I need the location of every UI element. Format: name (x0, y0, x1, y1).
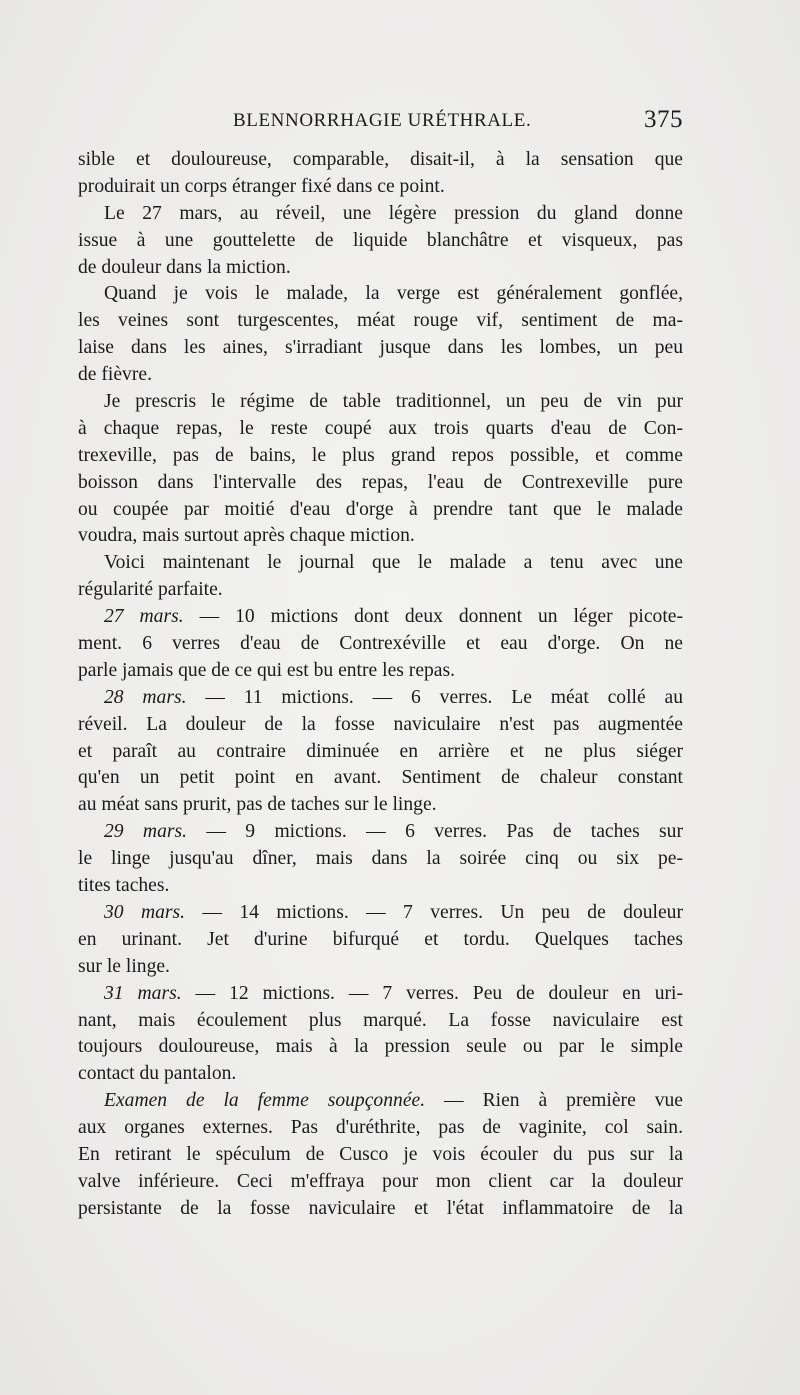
journal-entry (78, 900, 683, 981)
text-line (78, 1088, 683, 1115)
text-line: persistante de la fosse naviculaire et l'état inflammatoire de la (78, 1197, 683, 1219)
text-line: laise dans les aines, s'irradiant jusque dans les lombes, un peu (78, 337, 683, 359)
journal-entry (78, 604, 683, 685)
text-line: Je prescris le régime de table traditionnel, un peu de vin pur (104, 391, 683, 413)
text-line: voudra, mais surtout après chaque miction. (78, 525, 415, 547)
text-line: valve inférieure. Ceci m'effraya pour mon client car la douleur (78, 1170, 683, 1192)
text-line: aux organes externes. Pas d'uréthrite, pas de vaginite, col sain. (78, 1117, 683, 1139)
text-line: produirait un corps étranger fixé dans ce point. (78, 175, 445, 197)
paragraph (78, 550, 683, 604)
entry-date: 28 mars. (104, 686, 187, 708)
text-line: contact du pantalon. (78, 1063, 237, 1085)
text-line: de fièvre. (78, 364, 152, 386)
text-line: Le 27 mars, au réveil, une légère pression du gland donne (104, 202, 683, 224)
page-number: 375 (644, 106, 683, 133)
entry-text: — 12 mictions. — 7 verres. Peu de douleur en uri- (181, 982, 683, 1004)
text-line: les veines sont turgescentes, méat rouge vif, sentiment de ma- (78, 310, 683, 332)
entry-text: — 10 mictions dont deux donnent un léger picote- (183, 606, 683, 628)
journal-entry (78, 981, 683, 1089)
page-header (78, 108, 683, 138)
text-line: Voici maintenant le journal que le malade a tenu avec une (104, 552, 683, 574)
text-line: sur le linge. (78, 955, 170, 977)
text-line: réveil. La douleur de la fosse naviculaire n'est pas augmentée (78, 713, 683, 735)
text-line: ou coupée par moitié d'eau d'orge à prendre tant que le malade (78, 498, 683, 520)
entry-text: — 11 mictions. — 6 verres. Le méat collé au (186, 686, 683, 708)
text-line: et paraît au contraire diminuée en arrière et ne plus siéger (78, 740, 683, 762)
text-line: trexeville, pas de bains, le plus grand repos possible, et comme (78, 444, 683, 466)
text-line: régularité parfaite. (78, 579, 223, 601)
text-line: tites taches. (78, 875, 170, 897)
text-line: de douleur dans la miction. (78, 256, 291, 278)
entry-date: 29 mars. (104, 821, 188, 843)
entry-date: 31 mars. (104, 982, 182, 1004)
text-line: toujours douloureuse, mais à la pression seule ou par le simple (78, 1036, 683, 1058)
journal-entry (78, 819, 683, 900)
entry-heading: Examen de la femme soupçonnée. (104, 1090, 426, 1112)
text-line: boisson dans l'intervalle des repas, l'eau de Contrexeville pure (78, 471, 683, 493)
text-line: nant, mais écoulement plus marqué. La fosse naviculaire est (78, 1009, 683, 1031)
text-line: En retirant le spéculum de Cusco je vois écouler du pus sur la (78, 1143, 683, 1165)
text-line: ment. 6 verres d'eau de Contrexéville et eau d'orge. On ne (78, 633, 683, 655)
text-line: qu'en un petit point en avant. Sentiment de chaleur constant (78, 767, 683, 789)
text-line (78, 981, 683, 1008)
text-line: parle jamais que de ce qui est bu entre les repas. (78, 659, 456, 681)
paragraph (78, 281, 683, 389)
text-line (78, 819, 683, 846)
text-line: sible et douloureuse, comparable, disait-il, à la sensation que (78, 149, 683, 170)
entry-text: — 14 mictions. — 7 verres. Un peu de douleur (185, 901, 684, 923)
journal-entry (78, 685, 683, 819)
running-title: BLENNORRHAGIE URÉTHRALE. (233, 110, 532, 131)
text-line: le linge jusqu'au dîner, mais dans la soirée cinq ou six pe- (78, 848, 683, 870)
text-line: à chaque repas, le reste coupé aux trois quarts d'eau de Con- (78, 417, 683, 439)
paragraph (78, 201, 683, 282)
paragraph (78, 389, 683, 550)
text-line: issue à une gouttelette de liquide blanchâtre et visqueux, pas (78, 229, 683, 251)
text-line: en urinant. Jet d'urine bifurqué et tordu. Quelques taches (78, 928, 683, 950)
journal-entry (78, 1088, 683, 1222)
text-line (78, 900, 683, 927)
entry-date: 30 mars. (104, 901, 186, 923)
text-line (78, 685, 683, 712)
text-line: Quand je vois le malade, la verge est généralement gonflée, (104, 283, 683, 305)
entry-date: 27 mars. (104, 606, 184, 628)
text-line (78, 604, 683, 631)
entry-text: — Rien à première vue (425, 1090, 684, 1112)
body-text (78, 147, 683, 1223)
entry-text: — 9 mictions. — 6 verres. Pas de taches sur (187, 821, 683, 843)
paragraph-continuation (78, 147, 683, 201)
text-line: au méat sans prurit, pas de taches sur le linge. (78, 794, 437, 816)
